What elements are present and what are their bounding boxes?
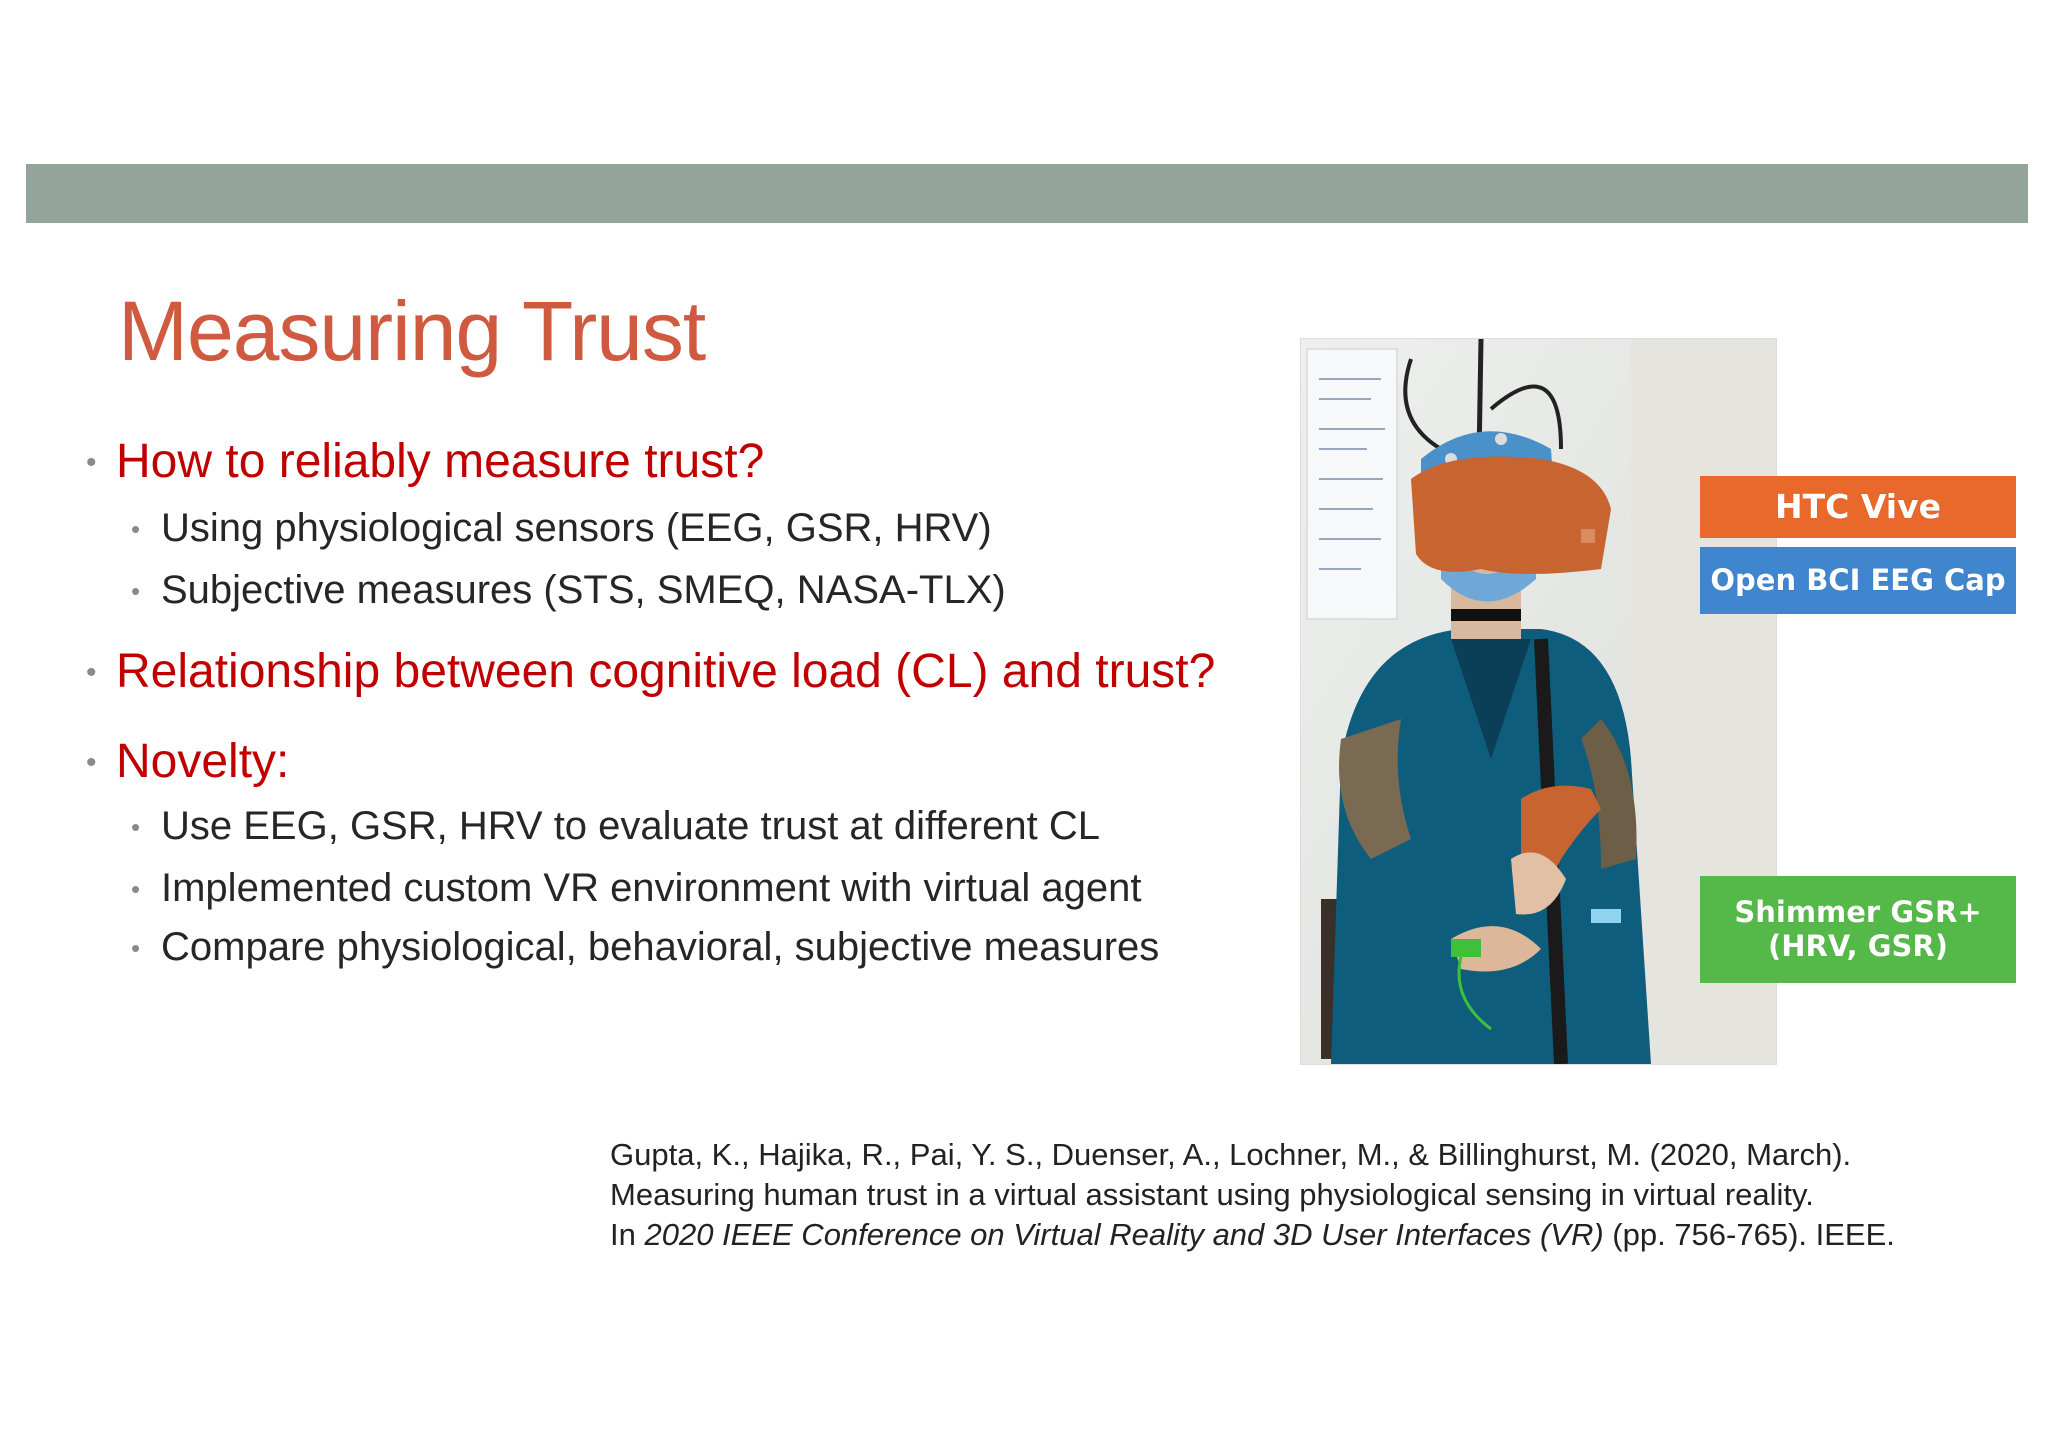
bullet-item	[86, 735, 290, 788]
bullet-dot-icon: •	[86, 656, 97, 689]
sub-bullet-item	[131, 925, 1160, 969]
bullet-item	[86, 645, 1216, 698]
sub-bullet-item	[131, 804, 1100, 848]
sub-bullet-item	[131, 568, 1006, 612]
bullet-dot-icon: •	[131, 933, 141, 963]
bullet-text: Subjective measures (STS, SMEQ, NASA-TLX)	[161, 568, 1006, 612]
bullet-text: How to reliably measure trust?	[116, 435, 765, 488]
bullet-item	[86, 435, 765, 488]
label-text: HTC Vive	[1775, 487, 1941, 527]
label-htc-vive	[1700, 476, 2016, 538]
label-text: (HRV, GSR)	[1768, 928, 1948, 963]
label-text: Shimmer GSR+	[1734, 895, 1982, 930]
header-bar	[26, 164, 2028, 223]
bullet-dot-icon: •	[86, 446, 97, 479]
citation-venue: 2020 IEEE Conference on Virtual Reality and 3D User Interfaces (VR)	[644, 1217, 1604, 1252]
sub-bullet-item	[131, 506, 992, 550]
citation-line	[610, 1215, 2030, 1255]
bullet-text: Relationship between cognitive load (CL) and trust?	[116, 645, 1216, 698]
bullet-text: Implemented custom VR environment with virtual agent	[161, 866, 1142, 910]
bullet-text: Use EEG, GSR, HRV to evaluate trust at different CL	[161, 804, 1100, 848]
bullet-text: Using physiological sensors (EEG, GSR, HRV)	[161, 506, 992, 550]
slide-title: Measuring Trust	[118, 284, 706, 378]
sub-bullet-item	[131, 866, 1142, 910]
citation-line: Measuring human trust in a virtual assistant using physiological sensing in virtual reality.	[610, 1177, 1814, 1212]
citation-pages: (pp. 756-765). IEEE.	[1603, 1217, 1895, 1252]
citation	[610, 1135, 2030, 1255]
label-shimmer-gsr	[1700, 876, 2016, 983]
bullet-text: Novelty:	[116, 735, 290, 788]
bullet-dot-icon: •	[86, 746, 97, 779]
bullet-dot-icon: •	[131, 812, 141, 842]
citation-prefix: In	[610, 1217, 645, 1252]
bullet-dot-icon: •	[131, 576, 141, 606]
label-text: Open BCI EEG Cap	[1710, 562, 2006, 597]
bullet-text: Compare physiological, behavioral, subjective measures	[161, 925, 1160, 969]
citation-line: Gupta, K., Hajika, R., Pai, Y. S., Duenser, A., Lochner, M., & Billinghurst, M. (2020, March).	[610, 1137, 1852, 1172]
label-open-bci-eeg-cap	[1700, 547, 2016, 614]
bullet-dot-icon: •	[131, 514, 141, 544]
bullet-dot-icon: •	[131, 874, 141, 904]
